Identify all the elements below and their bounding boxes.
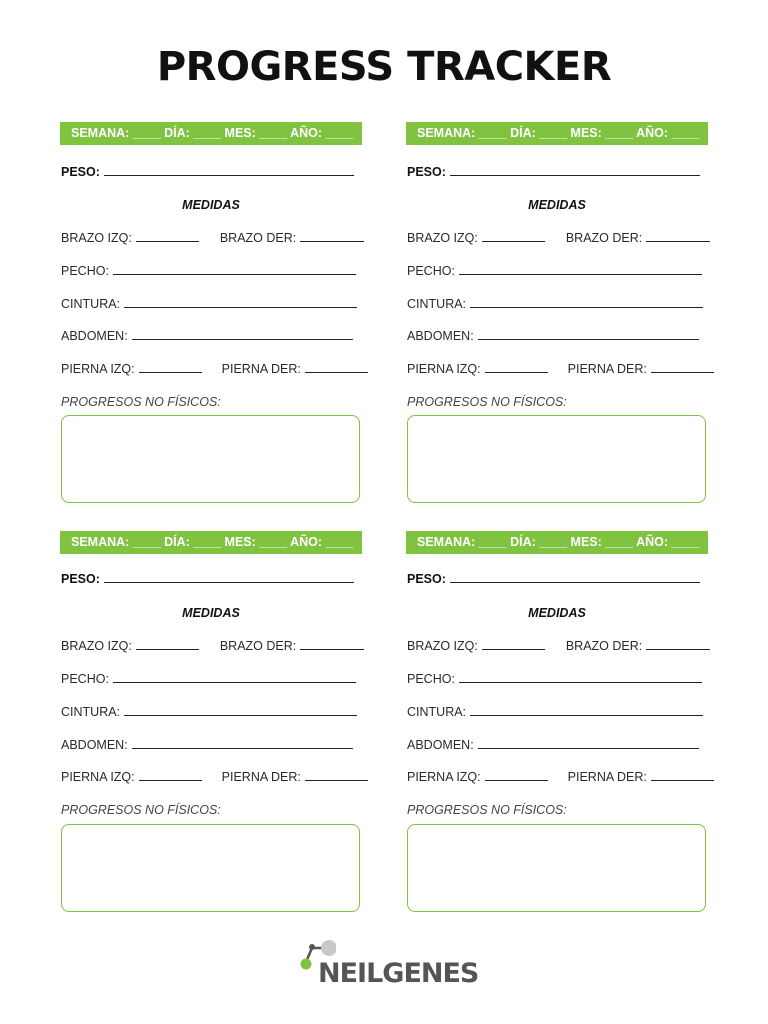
cintura-label: CINTURA:	[61, 705, 121, 719]
pierna-der-field[interactable]	[305, 372, 368, 373]
brazo-der-field[interactable]	[300, 649, 364, 650]
pecho-field[interactable]	[459, 682, 702, 683]
pecho-row	[61, 264, 356, 278]
piernas-row	[61, 362, 368, 376]
pierna-izq-label: PIERNA IZQ:	[61, 770, 135, 784]
peso-field[interactable]	[104, 582, 354, 583]
progress-card	[60, 122, 362, 504]
progress-card	[60, 531, 362, 913]
peso-row	[407, 572, 700, 586]
notes-label: PROGRESOS NO FÍSICOS:	[407, 395, 567, 409]
piernas-row	[407, 770, 714, 784]
progress-card	[406, 122, 708, 504]
pierna-der-field[interactable]	[305, 780, 368, 781]
cintura-field[interactable]	[470, 715, 703, 716]
peso-label: PESO:	[407, 572, 446, 586]
pierna-der-label: PIERNA DER:	[567, 770, 647, 784]
brazo-izq-field[interactable]	[136, 649, 199, 650]
cintura-label: CINTURA:	[61, 297, 121, 311]
brazo-izq-label: BRAZO IZQ:	[407, 639, 478, 653]
peso-field[interactable]	[450, 175, 700, 176]
pierna-izq-label: PIERNA IZQ:	[407, 770, 481, 784]
cintura-field[interactable]	[470, 307, 703, 308]
pierna-der-label: PIERNA DER:	[221, 362, 301, 376]
piernas-row	[407, 362, 714, 376]
notes-label: PROGRESOS NO FÍSICOS:	[407, 803, 567, 817]
piernas-row	[61, 770, 368, 784]
abdomen-field[interactable]	[478, 339, 699, 340]
abdomen-row	[407, 738, 699, 752]
peso-field[interactable]	[104, 175, 354, 176]
brazo-der-label: BRAZO DER:	[219, 639, 297, 653]
brazo-der-field[interactable]	[646, 241, 710, 242]
cintura-field[interactable]	[124, 307, 357, 308]
brazo-izq-field[interactable]	[482, 241, 545, 242]
medidas-heading: MEDIDAS	[182, 606, 240, 620]
cintura-label: CINTURA:	[407, 297, 467, 311]
pecho-label: PECHO:	[61, 672, 109, 686]
pecho-label: PECHO:	[407, 672, 455, 686]
peso-label: PESO:	[61, 572, 100, 586]
logo-wordmark: NEILGENES	[318, 958, 479, 989]
date-bar: SEMANA: ____ DÍA: ____ MES: ____ AÑO: ____	[60, 122, 362, 145]
notes-box[interactable]	[407, 824, 706, 912]
notes-box[interactable]	[407, 415, 706, 503]
pecho-row	[61, 672, 356, 686]
pecho-field[interactable]	[113, 682, 356, 683]
abdomen-row	[61, 738, 353, 752]
page-title: PROGRESS TRACKER	[156, 44, 612, 90]
abdomen-field[interactable]	[478, 748, 699, 749]
cintura-row	[407, 705, 703, 719]
abdomen-row	[407, 329, 699, 343]
brazo-der-field[interactable]	[646, 649, 710, 650]
peso-row	[61, 165, 354, 179]
pierna-izq-field[interactable]	[485, 372, 548, 373]
brazo-izq-label: BRAZO IZQ:	[61, 231, 132, 245]
notes-box[interactable]	[61, 824, 360, 912]
date-bar: SEMANA: ____ DÍA: ____ MES: ____ AÑO: ____	[406, 531, 708, 554]
pierna-izq-label: PIERNA IZQ:	[407, 362, 481, 376]
brand-logo	[296, 936, 479, 992]
abdomen-label: ABDOMEN:	[61, 329, 128, 343]
cintura-field[interactable]	[124, 715, 357, 716]
notes-label: PROGRESOS NO FÍSICOS:	[61, 395, 221, 409]
brazos-row	[407, 231, 710, 245]
abdomen-field[interactable]	[132, 748, 353, 749]
pecho-row	[407, 672, 702, 686]
brazos-row	[61, 231, 364, 245]
pierna-izq-field[interactable]	[139, 372, 202, 373]
brazo-der-label: BRAZO DER:	[565, 639, 643, 653]
notes-box[interactable]	[61, 415, 360, 503]
cintura-row	[61, 297, 357, 311]
medidas-heading: MEDIDAS	[528, 606, 586, 620]
brazo-izq-label: BRAZO IZQ:	[407, 231, 478, 245]
peso-row	[61, 572, 354, 586]
peso-label: PESO:	[61, 165, 100, 179]
date-bar: SEMANA: ____ DÍA: ____ MES: ____ AÑO: ____	[60, 531, 362, 554]
date-bar: SEMANA: ____ DÍA: ____ MES: ____ AÑO: ____	[406, 122, 708, 145]
brazos-row	[61, 639, 364, 653]
brazo-izq-field[interactable]	[482, 649, 545, 650]
brazo-izq-field[interactable]	[136, 241, 199, 242]
pecho-label: PECHO:	[61, 264, 109, 278]
peso-label: PESO:	[407, 165, 446, 179]
medidas-heading: MEDIDAS	[182, 198, 240, 212]
abdomen-label: ABDOMEN:	[61, 738, 128, 752]
abdomen-label: ABDOMEN:	[407, 738, 474, 752]
pierna-der-field[interactable]	[651, 372, 714, 373]
brazo-der-label: BRAZO DER:	[219, 231, 297, 245]
medidas-heading: MEDIDAS	[528, 198, 586, 212]
brazos-row	[407, 639, 710, 653]
pecho-field[interactable]	[113, 274, 356, 275]
abdomen-label: ABDOMEN:	[407, 329, 474, 343]
pierna-der-label: PIERNA DER:	[567, 362, 647, 376]
pierna-der-field[interactable]	[651, 780, 714, 781]
brazo-der-label: BRAZO DER:	[565, 231, 643, 245]
cintura-label: CINTURA:	[407, 705, 467, 719]
brazo-izq-label: BRAZO IZQ:	[61, 639, 132, 653]
pecho-field[interactable]	[459, 274, 702, 275]
cintura-row	[407, 297, 703, 311]
notes-label: PROGRESOS NO FÍSICOS:	[61, 803, 221, 817]
abdomen-field[interactable]	[132, 339, 353, 340]
pierna-izq-field[interactable]	[139, 780, 202, 781]
pecho-row	[407, 264, 702, 278]
brazo-der-field[interactable]	[300, 241, 364, 242]
pierna-der-label: PIERNA DER:	[221, 770, 301, 784]
pecho-label: PECHO:	[407, 264, 455, 278]
abdomen-row	[61, 329, 353, 343]
peso-row	[407, 165, 700, 179]
progress-card	[406, 531, 708, 913]
pierna-izq-label: PIERNA IZQ:	[61, 362, 135, 376]
pierna-izq-field[interactable]	[485, 780, 548, 781]
peso-field[interactable]	[450, 582, 700, 583]
cintura-row	[61, 705, 357, 719]
